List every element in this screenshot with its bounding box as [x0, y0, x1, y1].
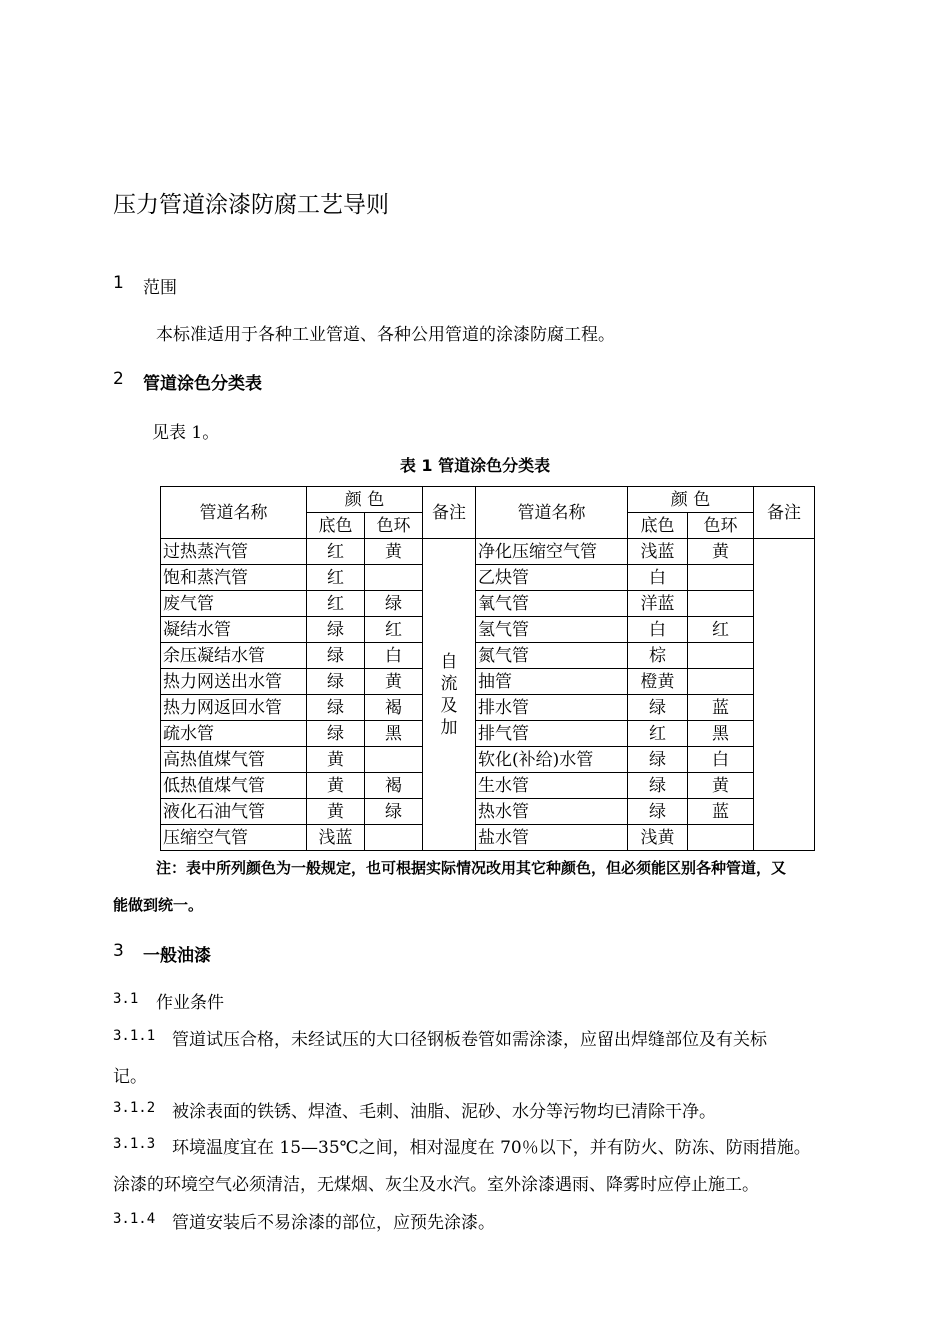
table-row [161, 721, 815, 747]
base-color-cell: 绿 [307, 617, 365, 643]
pipe-color-table [160, 486, 815, 851]
header-base-left: 底色 [307, 513, 365, 539]
ring-color-cell: 黄 [365, 539, 423, 565]
section-3-number: 3 [113, 941, 124, 961]
remark-char: 及 [440, 695, 458, 716]
base-color-cell: 绿 [307, 669, 365, 695]
pipe-name-cell: 余压凝结水管 [161, 643, 307, 669]
table-row [161, 799, 815, 825]
ring-color-cell [688, 643, 754, 669]
header-remark-right: 备注 [754, 487, 815, 539]
base-color-cell: 浅蓝 [628, 539, 688, 565]
ring-color-cell: 红 [365, 617, 423, 643]
base-color-cell: 浅黄 [628, 825, 688, 851]
item-3-1-3-number: 3.1.3 [113, 1136, 156, 1152]
table-row [161, 747, 815, 773]
item-3-1-1-number: 3.1.1 [113, 1028, 156, 1044]
pipe-name-cell: 生水管 [476, 773, 628, 799]
pipe-name-cell: 疏水管 [161, 721, 307, 747]
pipe-name-cell: 低热值煤气管 [161, 773, 307, 799]
base-color-cell: 黄 [307, 773, 365, 799]
base-color-cell: 橙黄 [628, 669, 688, 695]
pipe-name-cell: 氢气管 [476, 617, 628, 643]
item-3-1-4-line-1: 管道安装后不易涂漆的部位，应预先涂漆。 [172, 1213, 495, 1233]
item-3-1-2-number: 3.1.2 [113, 1100, 156, 1116]
remark-char: 加 [440, 717, 458, 738]
ring-color-cell [365, 825, 423, 851]
table-note-line-2: 能做到统一。 [113, 896, 204, 914]
ring-color-cell [688, 825, 754, 851]
ring-color-cell: 蓝 [688, 799, 754, 825]
page-title: 压力管道涂漆防腐工艺导则 [113, 192, 389, 218]
pipe-name-cell: 软化(补给)水管 [476, 747, 628, 773]
remark-cell-right [754, 539, 815, 851]
table-row [161, 617, 815, 643]
ring-color-cell [688, 565, 754, 591]
ring-color-cell: 黄 [688, 773, 754, 799]
base-color-cell: 绿 [307, 695, 365, 721]
ring-color-cell [688, 591, 754, 617]
base-color-cell: 绿 [307, 721, 365, 747]
section-1-heading: 范围 [143, 278, 177, 298]
base-color-cell: 绿 [628, 773, 688, 799]
ring-color-cell: 黄 [688, 539, 754, 565]
ring-color-cell: 白 [688, 747, 754, 773]
base-color-cell: 红 [307, 539, 365, 565]
base-color-cell: 浅蓝 [307, 825, 365, 851]
subsection-3-1-heading: 作业条件 [156, 993, 224, 1013]
header-color-right: 颜 色 [628, 487, 754, 513]
ring-color-cell: 绿 [365, 799, 423, 825]
pipe-name-cell: 热力网返回水管 [161, 695, 307, 721]
section-3-heading: 一般油漆 [143, 946, 211, 966]
pipe-name-cell: 乙炔管 [476, 565, 628, 591]
pipe-name-cell: 高热值煤气管 [161, 747, 307, 773]
table-reference: 见表 1。 [152, 423, 220, 443]
pipe-name-cell: 饱和蒸汽管 [161, 565, 307, 591]
pipe-name-cell: 液化石油气管 [161, 799, 307, 825]
section-1-text: 本标准适用于各种工业管道、各种公用管道的涂漆防腐工程。 [156, 325, 615, 345]
header-pipe-name-right: 管道名称 [476, 487, 628, 539]
ring-color-cell: 黄 [365, 669, 423, 695]
header-remark-left: 备注 [423, 487, 476, 539]
ring-color-cell: 绿 [365, 591, 423, 617]
remark-cell-left [423, 539, 476, 851]
base-color-cell: 白 [628, 617, 688, 643]
ring-color-cell: 褐 [365, 773, 423, 799]
pipe-name-cell: 过热蒸汽管 [161, 539, 307, 565]
item-3-1-1-line-1: 管道试压合格，未经试压的大口径钢板卷管如需涂漆，应留出焊缝部位及有关标 [172, 1030, 767, 1050]
base-color-cell: 洋蓝 [628, 591, 688, 617]
pipe-name-cell: 热水管 [476, 799, 628, 825]
pipe-name-cell: 压缩空气管 [161, 825, 307, 851]
table-row [161, 643, 815, 669]
base-color-cell: 绿 [307, 643, 365, 669]
pipe-name-cell: 抽管 [476, 669, 628, 695]
pipe-name-cell: 盐水管 [476, 825, 628, 851]
remark-char: 自 [440, 651, 458, 672]
table-row [161, 669, 815, 695]
ring-color-cell: 黑 [365, 721, 423, 747]
item-3-1-1-line-2: 记。 [113, 1067, 147, 1087]
base-color-cell: 红 [628, 721, 688, 747]
ring-color-cell [688, 669, 754, 695]
pipe-name-cell: 废气管 [161, 591, 307, 617]
table-row [161, 825, 815, 851]
table-row [161, 565, 815, 591]
header-pipe-name-left: 管道名称 [161, 487, 307, 539]
base-color-cell: 棕 [628, 643, 688, 669]
pipe-name-cell: 排水管 [476, 695, 628, 721]
item-3-1-3-line-1: 环境温度宜在 15—35℃之间，相对湿度在 70％以下，并有防火、防冻、防雨措施。 [172, 1138, 811, 1158]
item-3-1-3-line-2: 涂漆的环境空气必须清洁，无煤烟、灰尘及水汽。室外涂漆遇雨、降雾时应停止施工。 [113, 1175, 759, 1195]
pipe-name-cell: 凝结水管 [161, 617, 307, 643]
item-3-1-2-line-1: 被涂表面的铁锈、焊渣、毛刺、油脂、泥砂、水分等污物均已清除干净。 [172, 1102, 716, 1122]
header-color-left: 颜 色 [307, 487, 423, 513]
base-color-cell: 绿 [628, 799, 688, 825]
item-3-1-4-number: 3.1.4 [113, 1211, 156, 1227]
header-ring-right: 色环 [688, 513, 754, 539]
base-color-cell: 白 [628, 565, 688, 591]
base-color-cell: 绿 [628, 695, 688, 721]
table-note-line-1: 注：表中所列颜色为一般规定，也可根据实际情况改用其它种颜色，但必须能区别各种管道，又 [156, 859, 787, 877]
table-row [161, 695, 815, 721]
table-row [161, 773, 815, 799]
pipe-name-cell: 氧气管 [476, 591, 628, 617]
table-caption: 表 1 管道涂色分类表 [399, 456, 551, 475]
ring-color-cell: 红 [688, 617, 754, 643]
pipe-name-cell: 热力网送出水管 [161, 669, 307, 695]
section-1-number: 1 [113, 273, 124, 293]
table-row [161, 539, 815, 565]
section-2-number: 2 [113, 369, 124, 389]
header-ring-left: 色环 [365, 513, 423, 539]
base-color-cell: 绿 [628, 747, 688, 773]
ring-color-cell: 白 [365, 643, 423, 669]
ring-color-cell: 黑 [688, 721, 754, 747]
base-color-cell: 黄 [307, 799, 365, 825]
remark-char: 流 [440, 673, 458, 694]
base-color-cell: 红 [307, 591, 365, 617]
base-color-cell: 黄 [307, 747, 365, 773]
section-2-heading: 管道涂色分类表 [143, 374, 262, 394]
ring-color-cell [365, 565, 423, 591]
pipe-name-cell: 氮气管 [476, 643, 628, 669]
pipe-name-cell: 排气管 [476, 721, 628, 747]
header-base-right: 底色 [628, 513, 688, 539]
ring-color-cell: 褐 [365, 695, 423, 721]
table-row [161, 591, 815, 617]
subsection-3-1-number: 3.1 [113, 991, 139, 1007]
ring-color-cell: 蓝 [688, 695, 754, 721]
ring-color-cell [365, 747, 423, 773]
base-color-cell: 红 [307, 565, 365, 591]
pipe-name-cell: 净化压缩空气管 [476, 539, 628, 565]
